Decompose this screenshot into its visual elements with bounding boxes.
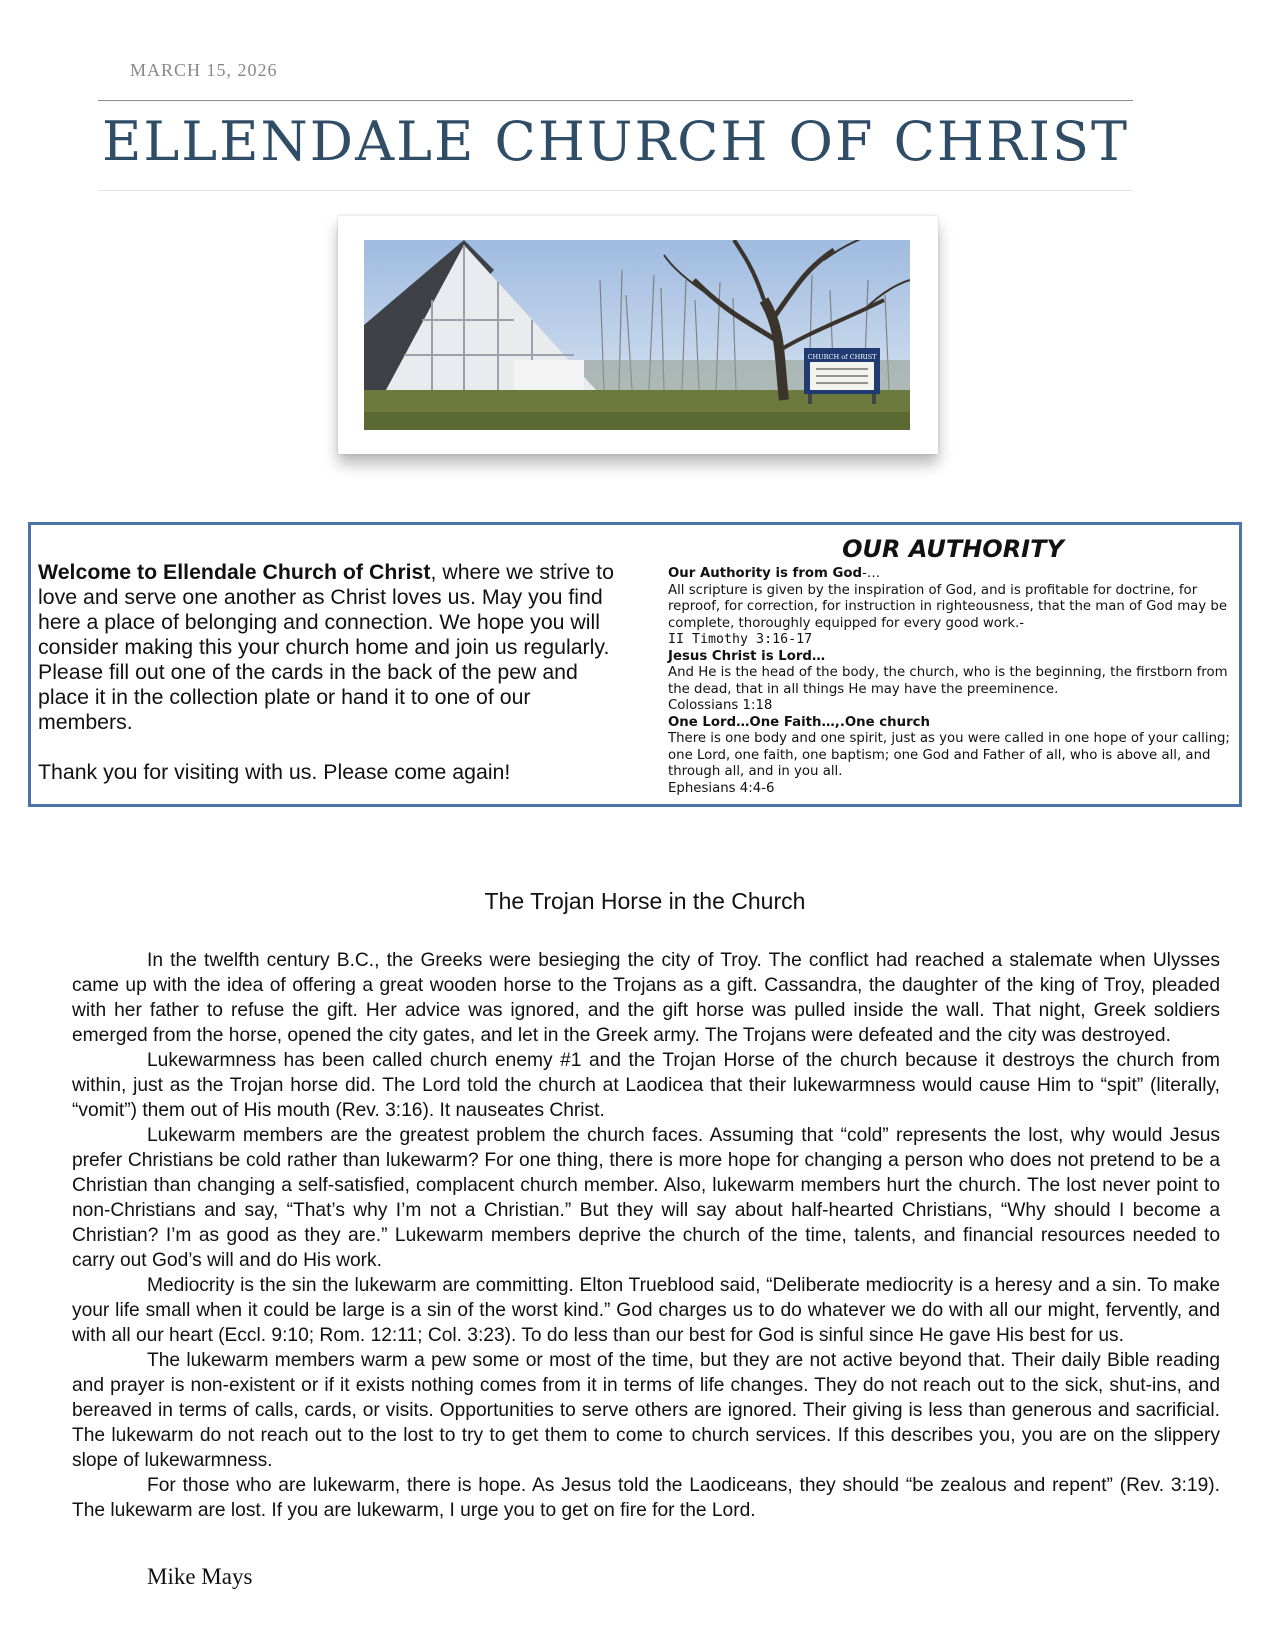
authority-item-title: Our Authority is from God <box>668 566 863 581</box>
welcome-body: , where we strive to love and serve one another as Christ loves us. May you find here a place of belonging and connection. We hope you will consider making this your church home and join us regularly. Please fill out one of the cards in the back of the pew and place it in the collection plate or hand it to one of our members. <box>38 560 614 734</box>
header-divider-bottom <box>98 190 1133 191</box>
authority-item-text: All scripture is given by the inspiration of God, and is profitable for doctrine, for reproof, for correction, for instruction in righteousness, that the man of God may be complete, thoroughly equipped for every good work.- <box>668 582 1228 631</box>
authority-item-title: One Lord…One Faith…,.One church <box>668 714 931 730</box>
header-divider-top <box>98 100 1133 101</box>
article-paragraph: Lukewarm members are the greatest problem the church faces. Assuming that “cold” represents the lost, why would Jesus prefer Christians be cold rather than lukewarm? For one thing, there is more hope for changing a person who does not pretend to be a Christian than changing a self-satisfied, complacent church member. Also, lukewarm members hurt the church. The lost never point to non-Christians and say, “That’s why I’m not a Christian.” But they will say about half-hearted Christians, “Why should I become a Christian? I’m as good as they are.” Lukewarm members deprive the church of the time, talents, and financial resources needed to carry out God’s will and do His work. <box>72 1125 1220 1271</box>
article-paragraph: Mediocrity is the sin the lukewarm are committing. Elton Trueblood said, “Deliberate mediocrity is a heresy and a sin. To make your life small when it could be large is a sin of the worst kind.” God charges us to do whatever we do with all our might, fervently, and with all our heart (Eccl. 9:10; Rom. 12:11; Col. 3:23). To do less than our best for God is sinful since He gave His best for us. <box>72 1275 1220 1346</box>
authority-item-title: Jesus Christ is Lord… <box>668 648 826 664</box>
church-building-photo <box>364 240 910 430</box>
article-paragraph: Lukewarmness has been called church enemy #1 and the Trojan Horse of the church because it destroys the church from within, just as the Trojan horse did. The Lord told the church at Laodicea that their lukewarmness would cause Him to “spit” (literally, “vomit”) them out of His mouth (Rev. 3:16). It nauseates Christ. <box>72 1050 1220 1121</box>
church-photo-frame <box>338 216 938 454</box>
article-author: Mike Mays <box>147 1564 253 1589</box>
our-authority-section <box>668 534 1238 797</box>
article-paragraph: The lukewarm members warm a pew some or most of the time, but they are not active beyond that. Their daily Bible reading and prayer is non-existent or if it exists nothing comes from it in terms of life changes. They do not reach out to the sick, shut-ins, and bereaved in terms of calls, cards, or visits. Opportunities to serve others are ignored. Their giving is less than generous and sacrificial. The lukewarm do not reach out to the lost to try to get them to come to church services. If this describes you, you are on the slippery slope of lukewarmness. <box>72 1350 1220 1471</box>
article-body <box>72 948 1220 1523</box>
welcome-thanks: Thank you for visiting with us. Please come again! <box>38 760 511 784</box>
authority-item-title-suffix: -… <box>862 566 881 581</box>
authority-item-reference: II Timothy 3:16-17 <box>668 632 813 647</box>
church-sign-text: CHURCH of CHRIST <box>807 353 877 361</box>
bulletin-date: MARCH 15, 2026 <box>130 60 278 80</box>
welcome-message <box>38 560 618 785</box>
article-title: The Trojan Horse in the Church <box>484 888 806 914</box>
authority-item-reference: Ephesians 4:4-6 <box>668 780 775 796</box>
our-authority-heading: OUR AUTHORITY <box>842 535 1064 563</box>
welcome-lead: Welcome to Ellendale Church of Christ <box>38 560 431 584</box>
authority-item-text: And He is the head of the body, the church, who is the beginning, the firstborn from the dead, that in all things He may have the preeminence. <box>668 665 1228 697</box>
authority-item-reference: Colossians 1:18 <box>668 698 773 713</box>
article-paragraph: For those who are lukewarm, there is hope. As Jesus told the Laodiceans, they should “be zealous and repent” (Rev. 3:19). The lukewarm are lost. If you are lukewarm, I urge you to get on fire for the Lord. <box>72 1475 1220 1521</box>
church-name-title: ELLENDALE CHURCH OF CHRIST <box>101 110 1129 173</box>
article-paragraph: In the twelfth century B.C., the Greeks were besieging the city of Troy. The conflict had reached a stalemate when Ulysses came up with the idea of offering a great wooden horse to the Trojans as a gift. Cassandra, the daughter of the king of Troy, pleaded with her father to refuse the gift. Her advice was ignored, and the gift horse was pulled inside the wall. That night, Greek soldiers emerged from the horse, opened the city gates, and let in the Greek army. The Trojans were defeated and the city was destroyed. <box>72 950 1220 1046</box>
authority-item-text: There is one body and one spirit, just as you were called in one hope of your calling; one Lord, one faith, one baptism; one God and Father of all, who is above all, and through all, and in you all. <box>668 731 1230 779</box>
